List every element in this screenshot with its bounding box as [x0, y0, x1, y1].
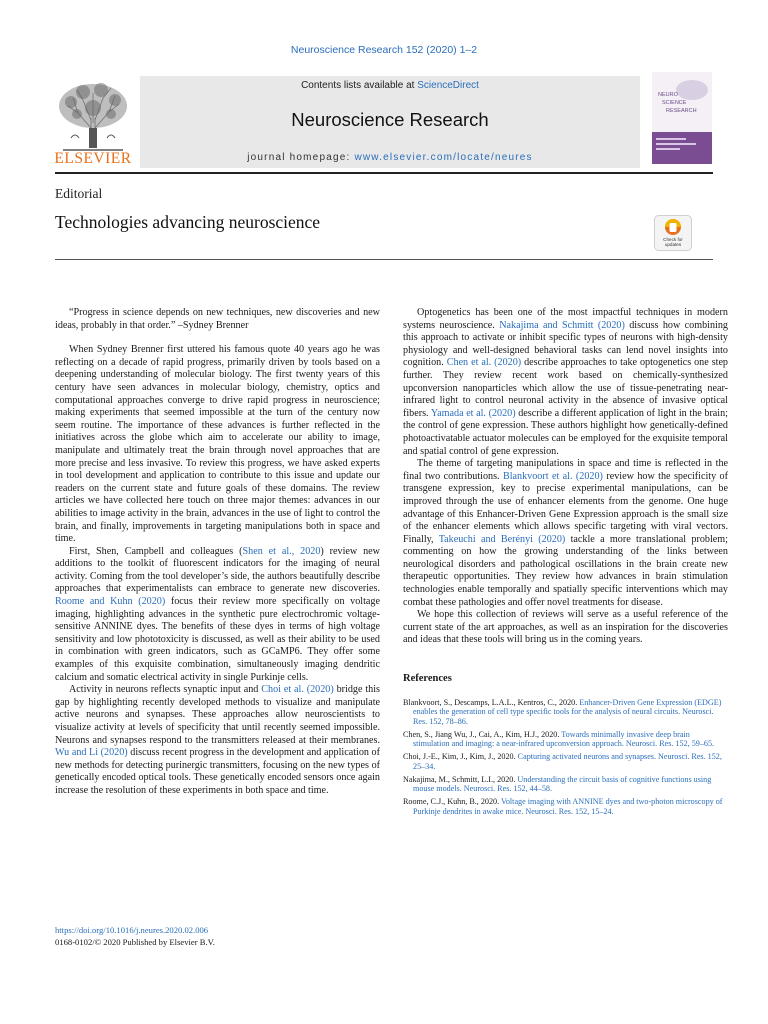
copyright-line: 0168-0102/© 2020 Published by Elsevier B.V.: [55, 937, 215, 947]
body-paragraph: The theme of targeting manipulations in space and time is reflected in the final two contributions. Blankvoort et al. (2020) review how the specificity of transgene expression, key to precise experimental manipulations, can be improved through the use of enhancer elements from the genome. One huge advantage of this Enhancer-Driven Gene Expression approach is the small size of the enhancer elements which allows specific targeting with viral vectors. Finally, Takeuchi and Berényi (2020) tackle a more translational problem; commenting on how the growing understanding of the links between neurological disorders and pathological oscillations in the brain create new therapeutic opportunities. They review how advances in brain stimulation technologies enable temporally and spatially specific interventions which may combat these pathologies and offer novel treatments for disease.: [403, 458, 728, 608]
journal-cover-thumbnail[interactable]: [652, 72, 712, 164]
citation-link[interactable]: Wu and Li (2020): [55, 747, 128, 759]
epigraph: “Progress in science depends on new techniques, new discoveries and new ideas, probably in that order.” –Sydney Brenner: [55, 307, 380, 331]
references-heading: References: [403, 673, 452, 685]
cover-title-line: SCIENCE: [662, 100, 687, 106]
citation-link[interactable]: Choi et al. (2020): [261, 684, 334, 696]
body-paragraph: Optogenetics has been one of the most impactful techniques in modern systems neuroscience. Nakajima and Schmitt (2020) discuss how combining this approach to activate or inhibit specific types of neurons with high-density physiology and well-designed behavioral tasks can lend novel insights into cognition. Chen et al. (2020) describe approaches to take optogenetics one step further. They review recent work based on chemically-synthesized upconversion nanoparticles which allow the use of tissue-penetrating near-infrared light to control neuronal activity in the absence of invasive optical fibers. Yamada et al. (2020) describe a different application of light in the brain; the control of gene expression. These authors highlight how genetically-defined photoactivatable actuator molecules can be employed for the exquisite temporal and spatial control of gene expression.: [403, 307, 728, 457]
cover-title-line: NEURO: [658, 92, 678, 98]
sciencedirect-link[interactable]: ScienceDirect: [417, 80, 479, 91]
reference-item: Chen, S., Jiang Wu, J., Cai, A., Kim, H.J., 2020. Towards minimally invasive deep brain stimulation and imaging: a near-infrared upconversion approach. Neurosci. Res. 152, 59–65.: [403, 729, 715, 749]
body-paragraph: Activity in neurons reflects synaptic input and Choi et al. (2020) bridge this gap by highlighting recently developed methods to visualize and manipulate active neurons and synapses. These approaches allow neuroscientists to visualize activity at levels of specificity that until recently seemed impossible. Neurons and synapses respond to the transmitters released at their membranes. Wu and Li (2020) discuss recent progress in the development and application of new methods for detecting purinergic transmitters, focusing on the new types of genetically encoded optical tools. These genetically encoded sensors once again increase the resolution of these experiments in both space and time.: [55, 684, 380, 796]
homepage-link[interactable]: www.elsevier.com/locate/neures: [354, 152, 533, 163]
body-paragraph: We hope this collection of reviews will serve as a useful reference of the current state of the art approaches, as well as an inspiration for the discoveries and ideas that these tools will bring us in the coming years.: [403, 609, 728, 646]
elsevier-logo-text: ELSEVIER: [54, 150, 132, 167]
page-footer: [55, 924, 215, 948]
body-paragraph: When Sydney Brenner first uttered his famous quote 40 years ago he was reflecting on a decade of rapid progress, primarily driven by tools based on a deepening understanding of molecular biology. The first twenty years of this century have seen advances in molecular biology, chemistry, optics and computational approaches converge to drive rapid progress in neuroscience; making experiments that seemed impossible at the turn of the century now seem routine. The importance of these advances is further reflected in the initiatives across the globe which aim to accelerate our ability to image, manipulate and ultimately treat the brain through novel approaches that are more precise and less invasive. To review this progress, we have asked experts in tool development and application to contribute to this issue and update our readers on the current state and future goals of these domains. The review articles we have collected here touch on three major themes: advances in our abilities to image activity in the brain, advances in the use of light to control the brain, and finally, improvements in targeting manipulations both in space and time.: [55, 344, 380, 545]
reference-link[interactable]: Towards minimally invasive deep brain stimulation and imaging: a near-infrared upconversion approach. Neurosci. Res. 152, 59–65.: [413, 729, 715, 749]
journal-citation[interactable]: Neuroscience Research 152 (2020) 1–2: [290, 44, 478, 56]
contents-line: Contents lists available at ScienceDirect: [301, 80, 479, 91]
citation-link[interactable]: Blankvoort et al. (2020): [502, 470, 603, 482]
header-rule: [55, 172, 713, 174]
citation-link[interactable]: Yamada et al. (2020): [430, 407, 516, 419]
reference-link[interactable]: Voltage imaging with ANNINE dyes and two-photon microscopy of Purkinje dendrites in awake mice. Neurosci. Res. 152, 15–24.: [413, 796, 723, 816]
article-type-label: Editorial: [55, 186, 103, 201]
citation-link[interactable]: Chen et al. (2020): [446, 357, 522, 369]
check-updates-text: Check for: [663, 237, 683, 242]
check-for-updates-icon[interactable]: [654, 215, 692, 251]
citation-link[interactable]: Shen et al., 2020: [242, 545, 321, 557]
reference-item: Blankvoort, S., Descamps, L.A.L., Kentros, C., 2020. Enhancer-Driven Gene Expression (EDGE) enables the generation of cell type specific tools for the analysis of neural circuits. Neurosci. Res. 152, 78–86.: [403, 697, 722, 727]
reference-link[interactable]: Understanding the circuit basis of cognitive functions using mouse models. Neurosci. Res. 152, 44–58.: [413, 774, 712, 794]
cover-title-line: RESEARCH: [666, 108, 697, 114]
journal-banner: [140, 76, 640, 168]
reference-item: Nakajima, M., Schmitt, L.I., 2020. Understanding the circuit basis of cognitive functions using mouse models. Neurosci. Res. 152, 44–58.: [403, 774, 712, 794]
title-rule: [55, 259, 713, 260]
check-updates-text: updates: [664, 242, 682, 247]
citation-link[interactable]: Roome and Kuhn (2020): [55, 596, 166, 608]
homepage-line: journal homepage: www.elsevier.com/locate/neures: [247, 152, 533, 163]
journal-title: Neuroscience Research: [291, 109, 489, 130]
doi-link[interactable]: https://doi.org/10.1016/j.neures.2020.02.006: [55, 925, 209, 935]
body-column-right: [403, 307, 728, 819]
article-title: Technologies advancing neuroscience: [55, 212, 321, 232]
body-column-left: [55, 307, 380, 798]
reference-link[interactable]: Enhancer-Driven Gene Expression (EDGE) enables the generation of cell type specific tools for the analysis of neural circuits. Neurosci. Res. 152, 78–86.: [413, 697, 722, 727]
reference-item: Choi, J.-E., Kim, J., Kim, J., 2020. Capturing activated neurons and synapses. Neurosci. Res. 152, 25–34.: [403, 752, 722, 771]
citation-link[interactable]: Takeuchi and Berényi (2020): [438, 533, 566, 545]
body-paragraph: First, Shen, Campbell and colleagues (Shen et al., 2020) review new additions to the toolkit of fluorescent indicators for the imaging of neural activity. Coming from the tool developer’s side, the authors beautifully describe approaches that experimentalists can embrace to generate new discoveries. Roome and Kuhn (2020) focus their review more specifically on voltage imaging, highlighting advances in the synthetic pure electrochromic voltage-sensitive ANNINE dyes. The benefits of these dyes in terms of high voltage sensitivity and low phototoxicity is discussed, as well as their ability to be used in combination with green indicators, such as GCaMP6. They offer some examples of this exquisite combination, simultaneously imaging dendritic calcium and somatic electrical activity in single Purkinje cells.: [55, 545, 380, 683]
reference-item: Roome, C.J., Kuhn, B., 2020. Voltage imaging with ANNINE dyes and two-photon microscopy of Purkinje dendrites in awake mice. Neurosci. Res. 152, 15–24.: [403, 796, 723, 816]
reference-link[interactable]: Capturing activated neurons and synapses. Neurosci. Res. 152, 25–34.: [413, 752, 722, 771]
citation-link[interactable]: Nakajima and Schmitt (2020): [499, 319, 625, 331]
